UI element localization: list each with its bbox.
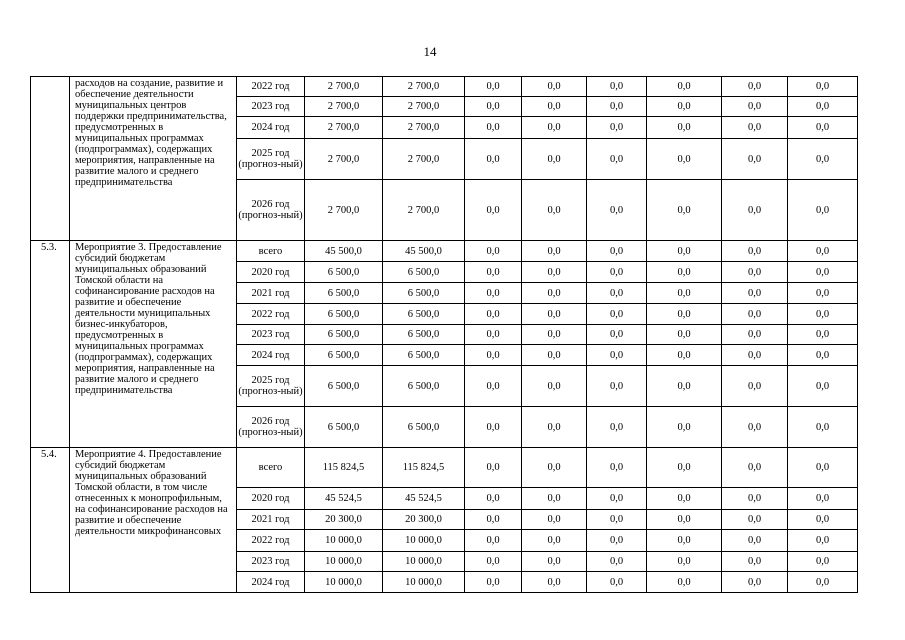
year-cell: 2025 год (прогноз-ный) — [237, 139, 305, 180]
value-cell: 0,0 — [587, 139, 647, 180]
value-cell: 0,0 — [522, 97, 587, 117]
year-cell: 2023 год — [237, 325, 305, 345]
value-cell: 10 000,0 — [305, 552, 383, 572]
value-cell: 0,0 — [647, 139, 722, 180]
value-cell: 0,0 — [522, 325, 587, 345]
value-cell: 6 500,0 — [383, 283, 465, 304]
year-cell: 2022 год — [237, 304, 305, 325]
value-cell: 0,0 — [647, 407, 722, 448]
value-cell: 0,0 — [587, 407, 647, 448]
value-cell: 0,0 — [647, 530, 722, 552]
table-row — [31, 77, 858, 97]
value-cell: 2 700,0 — [305, 77, 383, 97]
year-cell: 2024 год — [237, 117, 305, 139]
item-description: Мероприятие 3. Предоставление субсидий бюджетам муниципальных образований Томской области на софинансирование расходов на развитие и обеспечение деятельности муниципальных бизнес-инкубаторов, предусмотренных в муниципальных программах (подпрограммах), содержащих мероприятия, направленные на развитие малого и среднего предпринимательства — [70, 241, 237, 448]
value-cell: 0,0 — [722, 488, 788, 510]
value-cell: 0,0 — [587, 345, 647, 366]
value-cell: 0,0 — [722, 448, 788, 488]
value-cell: 6 500,0 — [383, 262, 465, 283]
value-cell: 0,0 — [522, 510, 587, 530]
value-cell: 0,0 — [522, 139, 587, 180]
year-cell: 2023 год — [237, 97, 305, 117]
value-cell: 0,0 — [522, 283, 587, 304]
value-cell: 6 500,0 — [383, 345, 465, 366]
value-cell: 0,0 — [647, 77, 722, 97]
value-cell: 0,0 — [788, 283, 858, 304]
value-cell: 0,0 — [722, 572, 788, 593]
value-cell: 0,0 — [465, 283, 522, 304]
page-number: 14 — [423, 44, 437, 59]
value-cell: 0,0 — [647, 552, 722, 572]
value-cell: 6 500,0 — [305, 345, 383, 366]
value-cell: 45 524,5 — [383, 488, 465, 510]
value-cell: 0,0 — [522, 572, 587, 593]
value-cell: 0,0 — [722, 77, 788, 97]
value-cell: 0,0 — [788, 97, 858, 117]
item-description: расходов на создание, развитие и обеспечение деятельности муниципальных центров поддержки предпринимательства, предусмотренных в муниципальных программах (подпрограммах), содержащих мероприятия, направленные на развитие малого и среднего предпринимательства — [70, 77, 237, 241]
value-cell: 0,0 — [465, 488, 522, 510]
value-cell: 45 524,5 — [305, 488, 383, 510]
value-cell: 0,0 — [647, 510, 722, 530]
value-cell: 0,0 — [722, 241, 788, 262]
value-cell: 10 000,0 — [305, 530, 383, 552]
value-cell: 0,0 — [465, 366, 522, 407]
value-cell: 0,0 — [587, 77, 647, 97]
item-number: 5.3. — [31, 241, 70, 448]
value-cell: 6 500,0 — [305, 366, 383, 407]
item-description: Мероприятие 4. Предоставление субсидий бюджетам муниципальных образований Томской области, в том числе отнесенных к монопрофильным, на софинансирование расходов на развитие и обеспечение деятельности микрофинансовых — [70, 448, 237, 593]
value-cell: 0,0 — [522, 117, 587, 139]
value-cell: 0,0 — [465, 241, 522, 262]
value-cell: 0,0 — [587, 97, 647, 117]
value-cell: 0,0 — [522, 345, 587, 366]
value-cell: 0,0 — [465, 97, 522, 117]
value-cell: 0,0 — [788, 345, 858, 366]
value-cell: 0,0 — [647, 448, 722, 488]
value-cell: 0,0 — [647, 572, 722, 593]
value-cell: 0,0 — [522, 180, 587, 241]
value-cell: 0,0 — [788, 180, 858, 241]
value-cell: 0,0 — [465, 304, 522, 325]
value-cell: 0,0 — [647, 117, 722, 139]
value-cell: 0,0 — [465, 510, 522, 530]
value-cell: 0,0 — [647, 283, 722, 304]
value-cell: 0,0 — [722, 530, 788, 552]
value-cell: 0,0 — [522, 241, 587, 262]
value-cell: 0,0 — [465, 448, 522, 488]
value-cell: 0,0 — [788, 304, 858, 325]
value-cell: 0,0 — [522, 77, 587, 97]
value-cell: 0,0 — [722, 510, 788, 530]
value-cell: 45 500,0 — [305, 241, 383, 262]
year-cell: 2020 год — [237, 488, 305, 510]
year-cell: 2023 год — [237, 552, 305, 572]
value-cell: 0,0 — [522, 407, 587, 448]
value-cell: 0,0 — [587, 180, 647, 241]
value-cell: 0,0 — [522, 530, 587, 552]
value-cell: 0,0 — [587, 572, 647, 593]
value-cell: 0,0 — [465, 180, 522, 241]
value-cell: 0,0 — [788, 552, 858, 572]
value-cell: 6 500,0 — [305, 262, 383, 283]
year-cell: 2026 год (прогноз-ный) — [237, 180, 305, 241]
value-cell: 0,0 — [722, 325, 788, 345]
value-cell: 0,0 — [465, 345, 522, 366]
year-cell: 2020 год — [237, 262, 305, 283]
value-cell: 10 000,0 — [383, 552, 465, 572]
year-cell: всего — [237, 241, 305, 262]
value-cell: 115 824,5 — [383, 448, 465, 488]
value-cell: 0,0 — [722, 97, 788, 117]
value-cell: 0,0 — [587, 530, 647, 552]
value-cell: 2 700,0 — [305, 97, 383, 117]
value-cell: 0,0 — [788, 448, 858, 488]
value-cell: 0,0 — [722, 180, 788, 241]
budget-table — [30, 76, 858, 593]
value-cell: 0,0 — [465, 407, 522, 448]
value-cell: 0,0 — [522, 552, 587, 572]
value-cell: 0,0 — [788, 262, 858, 283]
value-cell: 0,0 — [788, 488, 858, 510]
value-cell: 0,0 — [647, 345, 722, 366]
value-cell: 6 500,0 — [305, 283, 383, 304]
value-cell: 6 500,0 — [383, 366, 465, 407]
value-cell: 0,0 — [788, 241, 858, 262]
value-cell: 0,0 — [722, 139, 788, 180]
value-cell: 0,0 — [587, 283, 647, 304]
value-cell: 0,0 — [788, 117, 858, 139]
value-cell: 0,0 — [722, 304, 788, 325]
value-cell: 0,0 — [722, 117, 788, 139]
value-cell: 0,0 — [587, 366, 647, 407]
value-cell: 0,0 — [647, 488, 722, 510]
value-cell: 0,0 — [647, 180, 722, 241]
value-cell: 0,0 — [465, 572, 522, 593]
value-cell: 0,0 — [587, 552, 647, 572]
value-cell: 0,0 — [522, 262, 587, 283]
value-cell: 0,0 — [587, 510, 647, 530]
value-cell: 0,0 — [647, 304, 722, 325]
value-cell: 0,0 — [465, 117, 522, 139]
value-cell: 2 700,0 — [305, 180, 383, 241]
value-cell: 2 700,0 — [383, 139, 465, 180]
value-cell: 0,0 — [587, 448, 647, 488]
value-cell: 6 500,0 — [383, 304, 465, 325]
value-cell: 0,0 — [788, 77, 858, 97]
value-cell: 0,0 — [465, 325, 522, 345]
value-cell: 0,0 — [788, 572, 858, 593]
value-cell: 45 500,0 — [383, 241, 465, 262]
value-cell: 0,0 — [587, 325, 647, 345]
value-cell: 2 700,0 — [305, 117, 383, 139]
year-cell: 2022 год — [237, 530, 305, 552]
year-cell: 2021 год — [237, 283, 305, 304]
value-cell: 0,0 — [647, 325, 722, 345]
value-cell: 2 700,0 — [383, 77, 465, 97]
value-cell: 0,0 — [722, 345, 788, 366]
value-cell: 0,0 — [788, 366, 858, 407]
value-cell: 0,0 — [522, 488, 587, 510]
value-cell: 0,0 — [647, 262, 722, 283]
year-cell: 2026 год (прогноз-ный) — [237, 407, 305, 448]
value-cell: 10 000,0 — [383, 572, 465, 593]
value-cell: 0,0 — [587, 304, 647, 325]
value-cell: 0,0 — [587, 488, 647, 510]
table-body — [31, 77, 858, 593]
value-cell: 6 500,0 — [305, 304, 383, 325]
value-cell: 0,0 — [647, 241, 722, 262]
value-cell: 0,0 — [788, 139, 858, 180]
value-cell: 0,0 — [722, 552, 788, 572]
value-cell: 0,0 — [587, 262, 647, 283]
year-cell: всего — [237, 448, 305, 488]
value-cell: 0,0 — [788, 510, 858, 530]
value-cell: 6 500,0 — [305, 325, 383, 345]
value-cell: 2 700,0 — [383, 180, 465, 241]
year-cell: 2025 год (прогноз-ный) — [237, 366, 305, 407]
value-cell: 0,0 — [522, 366, 587, 407]
value-cell: 0,0 — [647, 97, 722, 117]
value-cell: 0,0 — [722, 283, 788, 304]
value-cell: 2 700,0 — [305, 139, 383, 180]
year-cell: 2021 год — [237, 510, 305, 530]
value-cell: 20 300,0 — [305, 510, 383, 530]
value-cell: 2 700,0 — [383, 117, 465, 139]
value-cell: 0,0 — [522, 304, 587, 325]
value-cell: 0,0 — [587, 117, 647, 139]
item-number: 5.4. — [31, 448, 70, 593]
value-cell: 0,0 — [647, 366, 722, 407]
value-cell: 0,0 — [465, 530, 522, 552]
year-cell: 2024 год — [237, 572, 305, 593]
value-cell: 0,0 — [522, 448, 587, 488]
value-cell: 0,0 — [465, 139, 522, 180]
value-cell: 2 700,0 — [383, 97, 465, 117]
value-cell: 6 500,0 — [305, 407, 383, 448]
value-cell: 0,0 — [465, 262, 522, 283]
table-row — [31, 241, 858, 262]
value-cell: 10 000,0 — [383, 530, 465, 552]
value-cell: 0,0 — [722, 366, 788, 407]
item-number — [31, 77, 70, 241]
value-cell: 0,0 — [465, 552, 522, 572]
value-cell: 115 824,5 — [305, 448, 383, 488]
value-cell: 0,0 — [788, 407, 858, 448]
value-cell: 0,0 — [788, 325, 858, 345]
value-cell: 10 000,0 — [305, 572, 383, 593]
value-cell: 0,0 — [587, 241, 647, 262]
year-cell: 2024 год — [237, 345, 305, 366]
value-cell: 0,0 — [722, 262, 788, 283]
value-cell: 20 300,0 — [383, 510, 465, 530]
value-cell: 0,0 — [465, 77, 522, 97]
value-cell: 6 500,0 — [383, 325, 465, 345]
value-cell: 6 500,0 — [383, 407, 465, 448]
year-cell: 2022 год — [237, 77, 305, 97]
value-cell: 0,0 — [788, 530, 858, 552]
value-cell: 0,0 — [722, 407, 788, 448]
table-row — [31, 448, 858, 488]
